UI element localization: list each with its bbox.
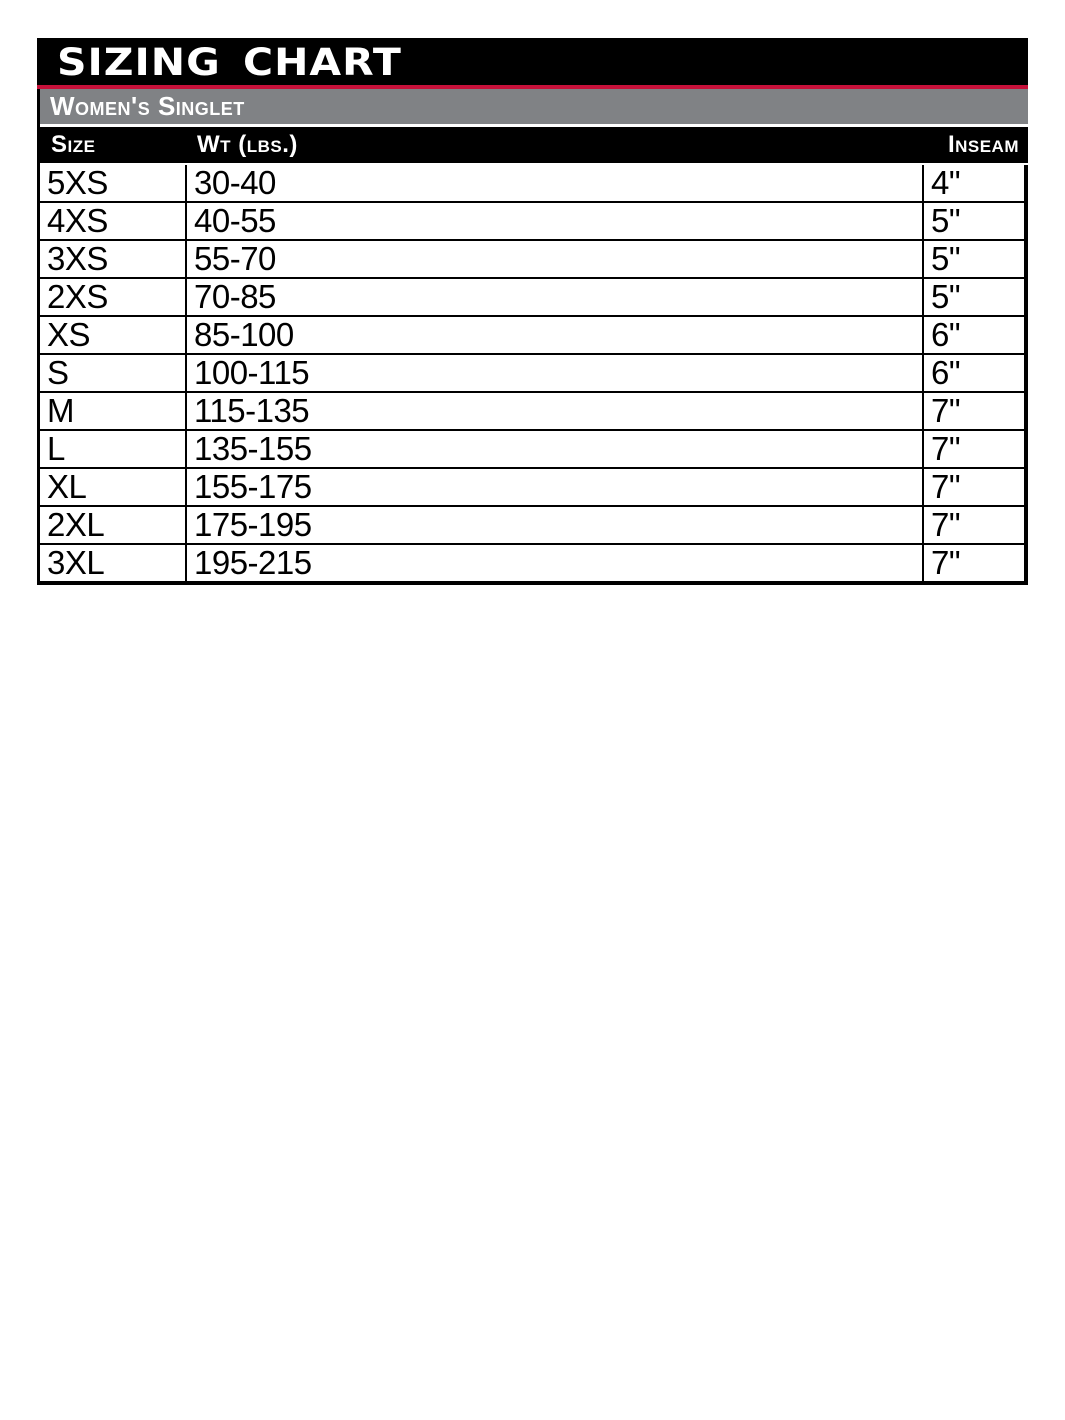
inseam-cell: 5"	[922, 241, 1024, 277]
wt-cell: 70-85	[185, 279, 922, 315]
size-cell: 3XL	[47, 545, 105, 581]
sizing-chart	[37, 38, 1028, 585]
wt-cell: 55-70	[185, 241, 922, 277]
size-cell: 4XS	[47, 203, 108, 239]
column-header-wt: Wt (lbs.)	[197, 131, 298, 158]
size-cell: XL	[47, 469, 87, 505]
inseam-cell: 6"	[922, 317, 1024, 353]
subtitle: Women's Singlet	[50, 91, 245, 121]
size-cell: 3XS	[47, 241, 108, 277]
table-row	[40, 239, 1024, 277]
size-cell: 2XL	[47, 507, 105, 543]
inseam-cell: 7"	[922, 545, 1024, 581]
size-cell: L	[47, 431, 65, 467]
wt-cell: 195-215	[185, 545, 922, 581]
table-row	[40, 429, 1024, 467]
column-header-inseam: Inseam	[947, 131, 1019, 158]
inseam-cell: 5"	[922, 279, 1024, 315]
wt-cell: 135-155	[185, 431, 922, 467]
wt-cell: 30-40	[185, 165, 922, 201]
inseam-cell: 4"	[922, 165, 1024, 201]
table-body	[40, 165, 1028, 585]
size-cell: S	[47, 355, 69, 391]
wt-cell: 40-55	[185, 203, 922, 239]
size-cell: M	[47, 393, 74, 429]
table-row	[40, 505, 1024, 543]
inseam-cell: 7"	[922, 393, 1024, 429]
size-cell: 2XS	[47, 279, 108, 315]
inseam-cell: 7"	[922, 469, 1024, 505]
table-row	[40, 391, 1024, 429]
wt-cell: 175-195	[185, 507, 922, 543]
inseam-cell: 7"	[922, 507, 1024, 543]
table-row	[40, 165, 1024, 201]
wt-cell: 100-115	[185, 355, 922, 391]
inseam-cell: 5"	[922, 203, 1024, 239]
table-row	[40, 543, 1024, 581]
inseam-cell: 7"	[922, 431, 1024, 467]
table-row	[40, 467, 1024, 505]
wt-cell: 155-175	[185, 469, 922, 505]
subtitle-bar	[40, 89, 1028, 124]
table-header-row	[37, 127, 1028, 163]
table-row	[40, 353, 1024, 391]
table-row	[40, 277, 1024, 315]
inseam-cell: 6"	[922, 355, 1024, 391]
column-header-size: Size	[51, 131, 96, 158]
title-bar	[37, 38, 1028, 85]
table-row	[40, 315, 1024, 353]
size-cell: 5XS	[47, 165, 108, 201]
page-title: SIZING CHART	[57, 39, 402, 84]
wt-cell: 115-135	[185, 393, 922, 429]
size-cell: XS	[47, 317, 91, 353]
table-row	[40, 201, 1024, 239]
wt-cell: 85-100	[185, 317, 922, 353]
